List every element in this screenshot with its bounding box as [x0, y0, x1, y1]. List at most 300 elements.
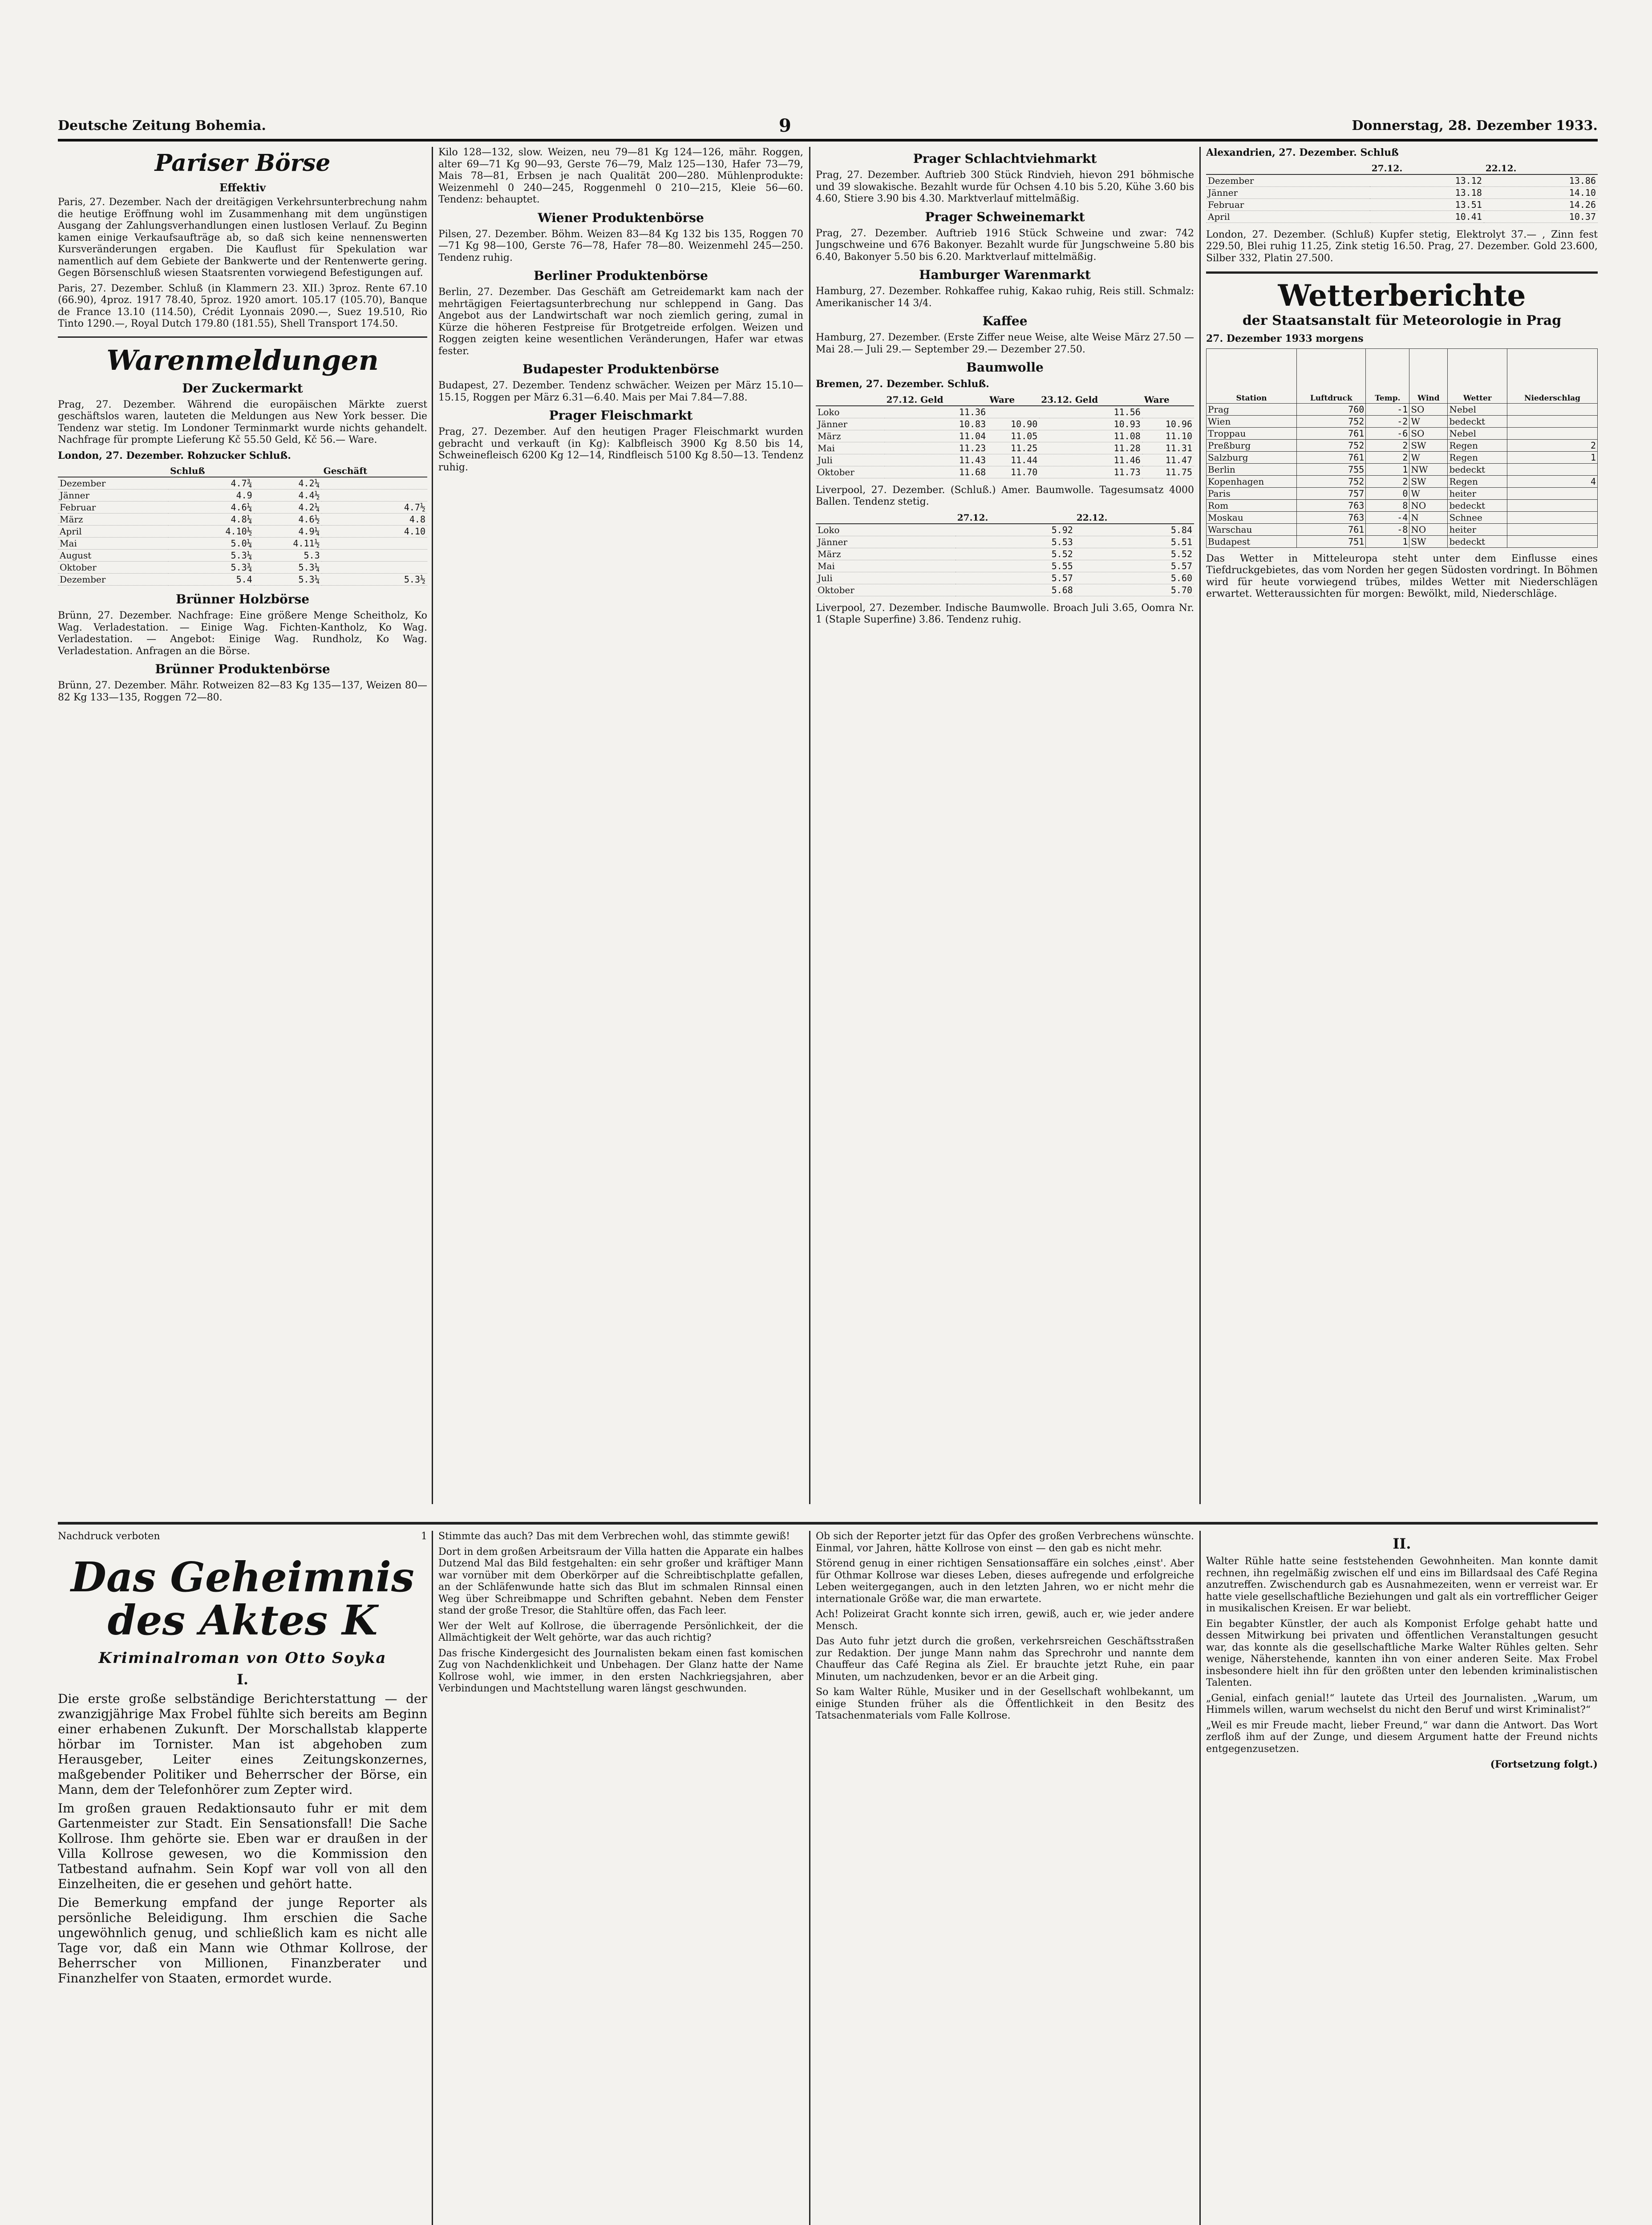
liverpool-text: Liverpool, 27. Dezember. (Schluß.) Amer. Baumwolle. Tagesumsatz 4000 Ballen. Tendenz stetig.: [816, 484, 1194, 507]
cell: 4.6¼: [168, 502, 254, 514]
table-row: [816, 406, 1194, 418]
cell: 13.12: [1370, 174, 1484, 187]
cell: SW: [1409, 439, 1448, 451]
cell: [1507, 511, 1598, 523]
novel-title: Das Geheimnis des Aktes K: [71, 1553, 414, 1644]
cell: 4.6½: [254, 514, 322, 526]
cell: 4.8: [322, 514, 427, 526]
cell: heiter: [1448, 523, 1507, 535]
novel-subtitle: Kriminalroman von Otto Soyka: [98, 1649, 387, 1667]
novel-para: „Genial, einfach genial!“ lautete das Urteil des Journalisten. „Warum, um Himmels willen, warum wechselst du nicht den Beruf und wirst Kriminalist?“: [1206, 1692, 1598, 1715]
cell: 5.68: [956, 584, 1075, 596]
table-row: [1207, 403, 1598, 415]
column-2: [438, 147, 803, 1504]
table-row: [816, 466, 1194, 478]
table-row: [1207, 475, 1598, 487]
cell: -1: [1366, 403, 1409, 415]
table-header: 23.12. Geld: [1039, 394, 1142, 406]
cell: 5.57: [956, 572, 1075, 584]
cell: 2: [1366, 439, 1409, 451]
boerse-para-2: Paris, 27. Dezember. Schluß (in Klammern 23. XII.) 3proz. Rente 67.10 (66.90), 4proz. 1917 78.40, 5proz. 1920 amort. 105.17 (105.70), Banque de France 13.10 (114.50), Crédit Lyonnais 2090.—, Suez 19.510, Rio Tinto 1290.—, Royal Dutch 179.80 (181.55), Shell Transport 174.50.: [58, 283, 427, 329]
cell: Rom: [1207, 499, 1297, 511]
cell: Dezember: [58, 574, 168, 586]
table-row: [58, 477, 427, 490]
cell: 5.84: [1075, 524, 1194, 536]
cell: 4: [1507, 475, 1598, 487]
table-row: [1207, 415, 1598, 427]
table-header: Ware: [1142, 394, 1194, 406]
cell: 5.0¼: [168, 538, 254, 550]
cell: Kopenhagen: [1207, 475, 1297, 487]
cell: 8: [1366, 499, 1409, 511]
berlin-text: Berlin, 27. Dezember. Das Geschäft am Getreidemarkt kam nach der mehrtägigen Feiertagsunterbrechung nur schleppend in Gang. Das Angebot aus der Landwirtschaft war noch ziemlich gering, zumal in Kürze die höheren Festpreise für Brotgetreide erfolgen. Weizen und Roggen zeigten keine wesentlichen Veränderungen, Hafer war etwas fester.: [438, 287, 803, 357]
cell: -8: [1366, 523, 1409, 535]
boerse-subtitle: Effektiv: [219, 181, 266, 194]
column-1: [58, 147, 427, 1504]
chapter-number-2: II.: [1393, 1535, 1411, 1552]
table-header: [58, 465, 168, 477]
cell: 4.9: [168, 490, 254, 502]
table-row: [1207, 523, 1598, 535]
cell: [1507, 403, 1598, 415]
cell: SO: [1409, 403, 1448, 415]
cell: Troppau: [1207, 427, 1297, 439]
cell: Wien: [1207, 415, 1297, 427]
cell: 1: [1366, 535, 1409, 547]
divider: [58, 336, 427, 338]
novel-column-2: [438, 1531, 803, 2225]
column-rule: [809, 1531, 810, 2225]
wetter-text: Das Wetter in Mitteleuropa steht unter dem Einflusse eines Tiefdruckgebietes, das vom Norden her gegen Südosten vordringt. In Böhmen wird für heute vorwiegend trübes, mildes Wetter mit Niederschlägen erwartet. Wetteraussichten für morgen: Bewölkt, mild, Niederschläge.: [1206, 553, 1598, 599]
cell: 5.3½: [322, 574, 427, 586]
table-header: Wind: [1409, 348, 1448, 403]
page-number: 9: [779, 115, 791, 136]
novel-para: Die Bemerkung empfand der junge Reporter als persönliche Beleidigung. Ihm erschien die Sache ungewöhnlich genug, und schließlich kam es nicht alle Tage vor, daß ein Mann wie Othmar Kollrose, der Beherrscher von Millionen, Finanzberater und Finanzhelfer von Staaten, ermordet wurde.: [58, 1895, 427, 1986]
novel-notice-row: [58, 1531, 427, 1547]
cell: April: [1206, 210, 1370, 222]
cell: 761: [1297, 451, 1366, 463]
cell: 11.68: [885, 466, 988, 478]
cell: 11.47: [1142, 454, 1194, 466]
novel-para: Wer der Welt auf Kollrose, die überragende Persönlichkeit, der die Allmächtigkeit der Welt gehörte, war das auch richtig?: [438, 1620, 803, 1643]
novel-para: Das Auto fuhr jetzt durch die großen, verkehrsreichen Geschäftsstraßen zur Redaktion. Der junge Mann nahm das Sprechrohr und nannte dem Chauffeur das Café Regina als Ziel. Er brauchte jetzt Ruhe, ein paar Minuten, um nachzudenken, bevor er an die Arbeit ging.: [816, 1636, 1194, 1683]
table-row: [1207, 463, 1598, 475]
issue-date: Donnerstag, 28. Dezember 1933.: [1352, 118, 1598, 134]
novel-para: Die erste große selbständige Berichterstattung — der zwanzigjährige Max Frobel fühlte sich bereits am Beginn einer erhabenen Zukunft. Der Morschallstab klapperte hörbar im Tornister. Man ist abgehoben zum Herausgeber, Leiter eines Zeitungskonzernes, maßgebender Politiker und Beherrscher der Börse, ein Mann, dem der Telefonhörer zum Zepter wird.: [58, 1691, 427, 1797]
cell: Berlin: [1207, 463, 1297, 475]
paper-name: Deutsche Zeitung Bohemia.: [58, 118, 266, 134]
table-header: 27.12.: [1370, 162, 1484, 174]
column-4: [1206, 147, 1598, 1504]
table-row: [1207, 499, 1598, 511]
cell: bedeckt: [1448, 499, 1507, 511]
continuation-note: (Fortsetzung folgt.): [1490, 1759, 1598, 1770]
cell: 5.51: [1075, 536, 1194, 548]
cell: 5.53: [956, 536, 1075, 548]
cell: 5.3¼: [168, 550, 254, 562]
bremen-caption: Bremen, 27. Dezember. Schluß.: [816, 378, 989, 390]
kaffee-text: Hamburg, 27. Dezember. (Erste Ziffer neue Weise, alte Weise März 27.50 — Mai 28.— Juli 29.— September 29.— Dezember 27.50.: [816, 332, 1194, 355]
cell: NO: [1409, 523, 1448, 535]
table-header: Wetter: [1448, 348, 1507, 403]
cell: 0: [1366, 487, 1409, 499]
cell: März: [816, 548, 956, 560]
table-header: [1206, 162, 1370, 174]
cell: 4.7½: [322, 502, 427, 514]
schlacht-text: Prag, 27. Dezember. Auftrieb 300 Stück Rindvieh, hievon 291 böhmische und 39 slowakische. Bezahlt wurde für Ochsen 4.10 bis 5.20, Kühe 3.60 bis 4.60, Stiere 3.90 bis 4.30. Marktverlauf mittelmäßig.: [816, 170, 1194, 204]
table-header: 22.12.: [1075, 512, 1194, 524]
table-header: 22.12.: [1484, 162, 1598, 174]
bremen-table: [816, 394, 1194, 478]
table-row: [1206, 198, 1598, 210]
cell: bedeckt: [1448, 463, 1507, 475]
cell: 11.36: [885, 406, 988, 418]
cell: 4.9¼: [254, 526, 322, 538]
table-row: [1207, 439, 1598, 451]
fleisch-title: Prager Fleischmarkt: [549, 408, 693, 423]
wiener-title: Wiener Produktenbörse: [538, 210, 704, 225]
table-row: [58, 514, 427, 526]
table-row: [816, 536, 1194, 548]
table-header: Ware: [988, 394, 1039, 406]
table-row: [58, 490, 427, 502]
cell: März: [816, 430, 885, 442]
cell: [988, 406, 1039, 418]
cell: [1507, 499, 1598, 511]
novel-para: Störend genug in einer richtigen Sensationsaffäre ein solches ‚einst'. Aber für Othmar Kollrose war dieses Leben, dieses aufregende und erfolgreiche Leben weitergegangen, auch in den letzten Jahren, wo er nicht mehr die internationale Größe war, die man erwartete.: [816, 1558, 1194, 1605]
cell: Regen: [1448, 439, 1507, 451]
cell: [322, 490, 427, 502]
cell: 4.2¼: [254, 502, 322, 514]
cell: 5.3¼: [254, 574, 322, 586]
cell: 11.46: [1039, 454, 1142, 466]
cell: [322, 477, 427, 490]
cell: 752: [1297, 415, 1366, 427]
zucker-table: [58, 465, 427, 586]
cell: 752: [1297, 439, 1366, 451]
table-header: 27.12.: [956, 512, 1075, 524]
table-row: [816, 430, 1194, 442]
wetter-title: Wetterberichte: [1278, 278, 1526, 313]
cell: Mai: [816, 442, 885, 454]
cell: 763: [1297, 511, 1366, 523]
cell: 11.31: [1142, 442, 1194, 454]
cell: Jänner: [1206, 186, 1370, 198]
cell: Mai: [816, 560, 956, 572]
cell: [1142, 406, 1194, 418]
cell: Regen: [1448, 451, 1507, 463]
cell: 4.10½: [168, 526, 254, 538]
table-row: [1207, 511, 1598, 523]
table-row: [1206, 174, 1598, 187]
col2-para-3: Budapest, 27. Dezember. Tendenz schwächer. Weizen per März 15.10—15.15, Roggen per März 6.31—6.40. Mais per Mai 7.84—7.88.: [438, 380, 803, 403]
cell: 11.73: [1039, 466, 1142, 478]
cell: 13.51: [1370, 198, 1484, 210]
cell: heiter: [1448, 487, 1507, 499]
fleisch-text: Prag, 27. Dezember. Auf den heutigen Prager Fleischmarkt wurden gebracht und verkauft (in Kg): Kalbfleisch 3900 Kg 8.50 bis 14, Schweinefleisch 6200 Kg 12—14, Rindfleisch 5100 Kg 8.50—13. Tendenz ruhig.: [438, 426, 803, 473]
cell: März: [58, 514, 168, 526]
wetter-subtitle: der Staatsanstalt für Meteorologie in Prag: [1242, 313, 1562, 328]
cell: [322, 550, 427, 562]
cell: Jänner: [58, 490, 168, 502]
alex-caption: Alexandrien, 27. Dezember. Schluß: [1206, 147, 1399, 158]
reprint-notice: Nachdruck verboten: [58, 1531, 160, 1542]
cell: [1507, 463, 1598, 475]
cell: 11.04: [885, 430, 988, 442]
table-row: [816, 560, 1194, 572]
cell: 11.10: [1142, 430, 1194, 442]
cell: 5.60: [1075, 572, 1194, 584]
cell: 4.10: [322, 526, 427, 538]
cell: Preßburg: [1207, 439, 1297, 451]
cell: Paris: [1207, 487, 1297, 499]
berlin-title: Berliner Produktenbörse: [534, 268, 708, 283]
wetter-date: 27. Dezember 1933 morgens: [1206, 333, 1364, 344]
boerse-para-1: Paris, 27. Dezember. Nach der dreitägigen Verkehrsunterbrechung nahm die heutige Eröffnung wohl im Zusammenhang mit dem ungünstigen Ausgang der Zahlungsverhandlungen einen lustlosen Verlauf. Zu Beginn kamen einige Verkaufsaufträge ab, so daß sich keine nennenswerten Kursveränderungen ergaben. Die Kauflust für Spekulation war namentlich auf dem Gebiete der Bankwerte und der Rentenwerte gering. Gegen Börsenschluß wiesen Staatsrenten vorwiegend Befestigungen auf.: [58, 197, 427, 279]
cell: Dezember: [58, 477, 168, 490]
cell: 755: [1297, 463, 1366, 475]
schwein-text: Prag, 27. Dezember. Auftrieb 1916 Stück Schweine und zwar: 742 Jungschweine und 676 Bakonyer. Bezahlt wurde für Jungschweine 5.80 bis 6.40, Bakonyer 5.50 bis 6.20. Marktverlauf mittelmäßig.: [816, 227, 1194, 263]
cell: 4.2¼: [254, 477, 322, 490]
table-row: [816, 454, 1194, 466]
cell: [1507, 523, 1598, 535]
table-row: [1207, 487, 1598, 499]
table-row: [1207, 427, 1598, 439]
hamburg-text: Hamburg, 27. Dezember. Rohkaffee ruhig, Kakao ruhig, Reis still. Schmalz: Amerikanischer 14 3/4.: [816, 286, 1194, 309]
cell: 14.26: [1484, 198, 1598, 210]
cell: 5.57: [1075, 560, 1194, 572]
novel-para: Das frische Kindergesicht des Journalisten bekam einen fast komischen Zug von Nachdenklichkeit und Unbehagen. Der Glanz hatte der Name Kollrose wohl, wie immer, in den ersten Nachkriegsjahren, aber Verbindungen und Machtstellung waren längst geschwunden.: [438, 1647, 803, 1694]
cell: -2: [1366, 415, 1409, 427]
divider: [1206, 271, 1598, 274]
cell: Jänner: [816, 536, 956, 548]
budapest-title: Budapester Produktenbörse: [522, 362, 719, 376]
cell: 5.4: [168, 574, 254, 586]
cell: 5.3¼: [254, 562, 322, 574]
cell: 4.4½: [254, 490, 322, 502]
cell: 10.96: [1142, 418, 1194, 430]
column-rule: [432, 147, 433, 1504]
header-rule: [58, 139, 1598, 142]
cell: 10.93: [1039, 418, 1142, 430]
zucker-title: Der Zuckermarkt: [182, 380, 303, 396]
cell: NO: [1409, 499, 1448, 511]
novel-para: Ein begabter Künstler, der auch als Komponist Erfolge gehabt hatte und dessen Mitwirkung bei privaten und öffentlichen Veranstaltungen gesucht war, das konnte als die gesellschaftliche Marke Walter Rühles gelten. Sehr wenige, Näherstehende, kannten ihn von einer anderen Seite. Max Frobel insbesondere hielt ihn für den größten unter den lebenden kriminalistischen Talenten.: [1206, 1618, 1598, 1688]
cell: 4.11½: [254, 538, 322, 550]
novel-column-1: [58, 1531, 427, 2225]
novel-para: Dort in dem großen Arbeitsraum der Villa hatten die Apparate ein halbes Dutzend Mal das Bild festgehalten: ein sehr großer und kräftiger Mann war vornüber mit dem Oberkörper auf die Schreibtischplatte gefallen, an der Schläfenwunde hatte sich das Blut im schmalen Rinnsal einen Weg über Schreibmappe und Schriften gebahnt. Neben dem Fenster stand der große Tresor, die Stahltüre offen, das Fach leer.: [438, 1546, 803, 1616]
cell: 13.86: [1484, 174, 1598, 187]
cell: [322, 562, 427, 574]
cell: 4.7¾: [168, 477, 254, 490]
zucker-text: Prag, 27. Dezember. Während die europäischen Märkte zuerst geschäftslos waren, lauteten die Meldungen aus New York besser. Die Tendenz war stetig. Im Londoner Terminmarkt wurde nichts gehandelt. Nachfrage für prompte Lieferung Kč 55.50 Geld, Kč 56.— Ware.: [58, 399, 427, 445]
cell: W: [1409, 487, 1448, 499]
cell: 761: [1297, 523, 1366, 535]
cell: Schnee: [1448, 511, 1507, 523]
schlacht-title: Prager Schlachtviehmarkt: [913, 151, 1097, 166]
cell: 5.52: [956, 548, 1075, 560]
cell: 11.56: [1039, 406, 1142, 418]
cell: 11.05: [988, 430, 1039, 442]
novel-para: „Weil es mir Freude macht, lieber Freund,“ war dann die Antwort. Das Wort zerfloß ihm auf der Zunge, und diesem Argument hatte der Freund nichts entgegenzusetzen.: [1206, 1719, 1598, 1755]
cell: 757: [1297, 487, 1366, 499]
novel-para: So kam Walter Rühle, Musiker und in der Gesellschaft wohlbekannt, um einige Stunden früher als die Öffentlichkeit in den Besitz des Tatsachenmaterials vom Falle Kollrose.: [816, 1687, 1194, 1721]
brunn-prod-text: Brünn, 27. Dezember. Mähr. Rotweizen 82—83 Kg 135—137, Weizen 80—82 Kg 133—135, Roggen 72—80.: [58, 680, 427, 703]
table-row: [1207, 535, 1598, 547]
table-header: 27.12. Geld: [885, 394, 988, 406]
hamburg-title: Hamburger Warenmarkt: [919, 267, 1091, 282]
table-row: [816, 584, 1194, 596]
table-header: Luftdruck: [1297, 348, 1366, 403]
table-row: [1206, 186, 1598, 198]
novel-para: Walter Rühle hatte seine feststehenden Gewohnheiten. Man konnte damit rechnen, ihn regelmäßig zwischen elf und eins im Billardsaal des Café Regina anzutreffen. Zwischendurch gab es Ausnahmezeiten, wenn er verreist war. Er hatte viele gesellschaftliche Beziehungen und galt als ein vortrefflicher Geiger in musikalischen Kreisen. Er war beliebt.: [1206, 1556, 1598, 1614]
cell: Jänner: [816, 418, 885, 430]
london-caption: London, 27. Dezember. Rohzucker Schluß.: [58, 449, 291, 461]
cell: 10.83: [885, 418, 988, 430]
cell: 752: [1297, 475, 1366, 487]
cell: Juli: [816, 572, 956, 584]
column-rule: [809, 147, 810, 1504]
cell: 11.44: [988, 454, 1039, 466]
cell: Februar: [1206, 198, 1370, 210]
cell: bedeckt: [1448, 415, 1507, 427]
cell: Moskau: [1207, 511, 1297, 523]
table-header: Geschäft: [322, 465, 427, 477]
table-row: [58, 538, 427, 550]
cell: Loko: [816, 524, 956, 536]
cell: [1507, 487, 1598, 499]
table-row: [58, 502, 427, 514]
table-header: Temp.: [1366, 348, 1409, 403]
table-row: [816, 572, 1194, 584]
table-header: Schluß: [168, 465, 254, 477]
cell: Mai: [58, 538, 168, 550]
baumwolle-title: Baumwolle: [966, 360, 1044, 375]
installment-number: 1: [421, 1531, 427, 1542]
cell: 11.25: [988, 442, 1039, 454]
brunn-prod-title: Brünner Produktenbörse: [155, 662, 330, 676]
cell: April: [58, 526, 168, 538]
cell: 2: [1366, 451, 1409, 463]
table-row: [58, 574, 427, 586]
cell: 11.08: [1039, 430, 1142, 442]
brunn-holz-text: Brünn, 27. Dezember. Nachfrage: Eine größere Menge Scheitholz, Ko Wag. Verladestation. — Einige Wag. Fichten-Kantholz, Ko Wag. Verladestation. — Angebot: Einige Wag. Rundholz, Ko Wag. Verladestation. Anfragen an die Börse.: [58, 610, 427, 657]
cell: 2: [1366, 475, 1409, 487]
cell: [322, 538, 427, 550]
cell: 761: [1297, 427, 1366, 439]
cell: 751: [1297, 535, 1366, 547]
cell: 13.18: [1370, 186, 1484, 198]
cell: Prag: [1207, 403, 1297, 415]
cell: 2: [1507, 439, 1598, 451]
cell: 5.52: [1075, 548, 1194, 560]
cell: N: [1409, 511, 1448, 523]
cell: 4.8¼: [168, 514, 254, 526]
novel-para: Stimmte das auch? Das mit dem Verbrechen wohl, das stimmte gewiß!: [438, 1531, 790, 1542]
cell: SW: [1409, 535, 1448, 547]
cell: Juli: [816, 454, 885, 466]
cell: 14.10: [1484, 186, 1598, 198]
table-header: [254, 465, 322, 477]
cell: 5.55: [956, 560, 1075, 572]
cell: NW: [1409, 463, 1448, 475]
cell: August: [58, 550, 168, 562]
cell: 10.90: [988, 418, 1039, 430]
table-row: [816, 524, 1194, 536]
col2-para-1: Kilo 128—132, slow. Weizen, neu 79—81 Kg 124—126, mähr. Roggen, alter 69—71 Kg 90—93, Gerste 76—79, Malz 125—130, Hafer 73—79, Mais 78—81, Erbsen je nach Qualität 200—280. Mühlenprodukte: Weizenmehl 0 240—245, Roggenmehl 0 210—215, Kleie 56—60. Tendenz: behauptet.: [438, 147, 803, 205]
cell: 5.70: [1075, 584, 1194, 596]
cell: [1507, 427, 1598, 439]
novel-para: Im großen grauen Redaktionsauto fuhr er mit dem Gartenmeister zur Stadt. Ein Sensationsfall! Die Sache Kollrose. Ihm gehörte sie. Eben war er draußen in der Villa Kollrose gewesen, wo die Kommission den Tatbestand aufnahm. Sein Kopf war voll von all den Einzelheiten, die er gesehen und gehört hatte.: [58, 1800, 427, 1891]
table-row: [1207, 451, 1598, 463]
cell: Salzburg: [1207, 451, 1297, 463]
cell: Budapest: [1207, 535, 1297, 547]
cell: W: [1409, 415, 1448, 427]
cell: 11.23: [885, 442, 988, 454]
table-row: [1206, 210, 1598, 222]
table-header: [816, 512, 956, 524]
cell: W: [1409, 451, 1448, 463]
column-rule: [1199, 1531, 1201, 2225]
novel-column-3: [816, 1531, 1194, 2225]
cell: bedeckt: [1448, 535, 1507, 547]
cell: Dezember: [1206, 174, 1370, 187]
table-row: [816, 442, 1194, 454]
cell: SW: [1409, 475, 1448, 487]
liverpool-table: [816, 512, 1194, 596]
cell: 1: [1366, 463, 1409, 475]
table-header: Station: [1207, 348, 1297, 403]
cell: [1507, 415, 1598, 427]
novel-column-4: [1206, 1531, 1598, 2225]
cell: -6: [1366, 427, 1409, 439]
cell: Warschau: [1207, 523, 1297, 535]
cell: Oktober: [816, 584, 956, 596]
feuilleton-rule: [58, 1522, 1598, 1525]
col2-para-2: Pilsen, 27. Dezember. Böhm. Weizen 83—84 Kg 132 bis 135, Roggen 70—71 Kg 98—100, Gerste 76—78, Hafer 78—80. Weizenmehl 245—250. Tendenz ruhig.: [438, 228, 803, 263]
cell: Nebel: [1448, 403, 1507, 415]
waren-title: Warenmeldungen: [106, 344, 379, 376]
table-header: Niederschlag: [1507, 348, 1598, 403]
kaffee-title: Kaffee: [982, 314, 1028, 328]
cell: [1507, 535, 1598, 547]
boerse-title: Pariser Börse: [154, 150, 331, 177]
cell: 5.92: [956, 524, 1075, 536]
novel-para: Ach! Polizeirat Gracht konnte sich irren, gewiß, auch er, wie jeder andere Mensch.: [816, 1609, 1194, 1632]
cell: Loko: [816, 406, 885, 418]
cell: 11.28: [1039, 442, 1142, 454]
column-rule: [1199, 147, 1201, 1504]
column-rule: [432, 1531, 433, 2225]
cell: Oktober: [58, 562, 168, 574]
table-row: [58, 562, 427, 574]
cell: -4: [1366, 511, 1409, 523]
cell: Nebel: [1448, 427, 1507, 439]
brunn-holz-title: Brünner Holzbörse: [175, 592, 310, 607]
table-row: [58, 550, 427, 562]
cell: 5.3: [254, 550, 322, 562]
table-row: [816, 418, 1194, 430]
cell: 1: [1507, 451, 1598, 463]
schwein-title: Prager Schweinemarkt: [925, 209, 1085, 224]
novel-para: Ob sich der Reporter jetzt für das Opfer des großen Verbrechens wünschte. Einmal, vor Jahren, hätte Kollrose von einst — den gab es nicht mehr.: [816, 1531, 1194, 1554]
cell: 763: [1297, 499, 1366, 511]
cell: 11.70: [988, 466, 1039, 478]
cell: SO: [1409, 427, 1448, 439]
cell: Oktober: [816, 466, 885, 478]
indische-text: Liverpool, 27. Dezember. Indische Baumwolle. Broach Juli 3.65, Oomra Nr. 1 (Staple Superfine) 3.86. Tendenz ruhig.: [816, 602, 1194, 625]
metalle-text: London, 27. Dezember. (Schluß) Kupfer stetig, Elektrolyt 37.— , Zinn fest 229.50, Blei ruhig 11.25, Zink stetig 16.50. Prag, 27. Dezember. Gold 23.600, Silber 332, Platin 27.500.: [1206, 229, 1598, 264]
